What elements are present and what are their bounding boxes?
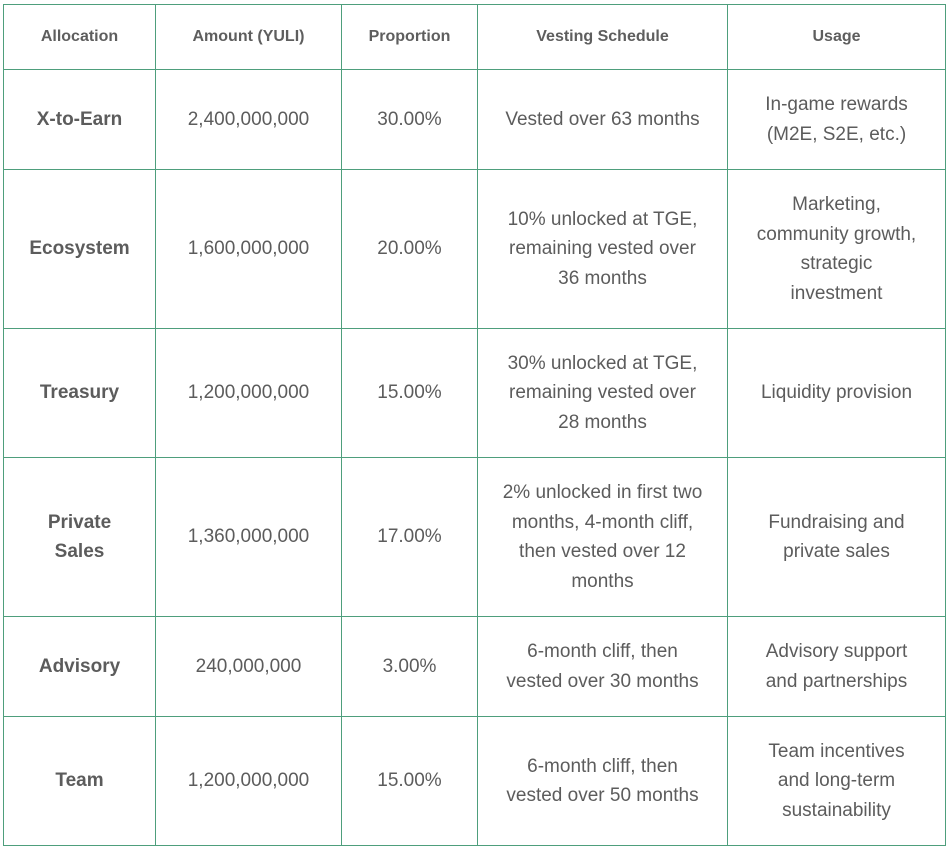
allocation-cell: [4, 170, 156, 329]
header-allocation: Allocation: [4, 5, 156, 70]
vesting-text: 10% unlocked at TGE, remaining vested over 36 months: [507, 208, 698, 289]
amount-value: 1,200,000,000: [187, 770, 310, 792]
table-row: [4, 329, 946, 458]
vesting-cell: [478, 717, 728, 846]
vesting-cell: [478, 458, 728, 617]
amount-value: 1,360,000,000: [187, 526, 310, 548]
amount-value: 240,000,000: [195, 655, 302, 677]
header-vesting-schedule: Vesting Schedule: [478, 5, 728, 70]
header-amount: Amount (YULI): [156, 5, 342, 70]
allocation-label: Advisory: [38, 655, 121, 677]
usage-cell: [728, 329, 946, 458]
vesting-text: 6-month cliff, then vested over 50 months: [506, 755, 699, 806]
vesting-cell: [478, 170, 728, 329]
proportion-cell: [342, 70, 478, 170]
usage-cell: [728, 170, 946, 329]
table-row: [4, 70, 946, 170]
vesting-cell: [478, 617, 728, 717]
vesting-cell: [478, 329, 728, 458]
table-row: [4, 458, 946, 617]
allocation-cell: [4, 458, 156, 617]
proportion-value: 15.00%: [377, 770, 442, 792]
amount-value: 2,400,000,000: [187, 108, 310, 130]
header-usage: Usage: [728, 5, 946, 70]
allocation-table-container: [3, 4, 946, 846]
table-row: [4, 617, 946, 717]
allocation-cell: [4, 617, 156, 717]
usage-text: Marketing, community growth, strategic investment: [756, 194, 917, 304]
usage-text: Liquidity provision: [760, 382, 913, 404]
table-row: [4, 170, 946, 329]
usage-text: In-game rewards (M2E, S2E, etc.): [765, 94, 908, 145]
proportion-cell: [342, 329, 478, 458]
vesting-text: 6-month cliff, then vested over 30 months: [506, 641, 699, 692]
header-proportion: Proportion: [342, 5, 478, 70]
amount-cell: [156, 170, 342, 329]
usage-cell: [728, 717, 946, 846]
usage-text: Advisory support and partnerships: [765, 641, 908, 692]
proportion-value: 17.00%: [377, 526, 442, 548]
allocation-cell: [4, 717, 156, 846]
amount-value: 1,200,000,000: [187, 382, 310, 404]
vesting-text: 30% unlocked at TGE, remaining vested over 28 months: [507, 352, 698, 433]
allocation-label: Team: [55, 770, 104, 792]
amount-cell: [156, 617, 342, 717]
vesting-cell: [478, 70, 728, 170]
proportion-cell: [342, 617, 478, 717]
proportion-value: 3.00%: [382, 655, 437, 677]
usage-cell: [728, 70, 946, 170]
proportion-cell: [342, 717, 478, 846]
amount-cell: [156, 329, 342, 458]
allocation-label: Private Sales: [47, 511, 112, 562]
amount-cell: [156, 717, 342, 846]
token-allocation-table: [3, 4, 946, 846]
usage-cell: [728, 458, 946, 617]
proportion-value: 30.00%: [377, 108, 442, 130]
proportion-cell: [342, 170, 478, 329]
usage-text: Team incentives and long-term sustainability: [768, 740, 905, 821]
proportion-value: 15.00%: [377, 382, 442, 404]
usage-text: Fundraising and private sales: [768, 511, 905, 562]
proportion-cell: [342, 458, 478, 617]
allocation-label: Ecosystem: [29, 238, 130, 260]
amount-value: 1,600,000,000: [187, 238, 310, 260]
table-header-row: [4, 5, 946, 70]
amount-cell: [156, 70, 342, 170]
vesting-text: Vested over 63 months: [505, 108, 700, 130]
allocation-cell: [4, 70, 156, 170]
allocation-label: X-to-Earn: [36, 108, 123, 130]
allocation-cell: [4, 329, 156, 458]
proportion-value: 20.00%: [377, 238, 442, 260]
allocation-label: Treasury: [39, 382, 120, 404]
vesting-text: 2% unlocked in first two months, 4-month cliff, then vested over 12 months: [502, 482, 703, 592]
amount-cell: [156, 458, 342, 617]
table-row: [4, 717, 946, 846]
usage-cell: [728, 617, 946, 717]
